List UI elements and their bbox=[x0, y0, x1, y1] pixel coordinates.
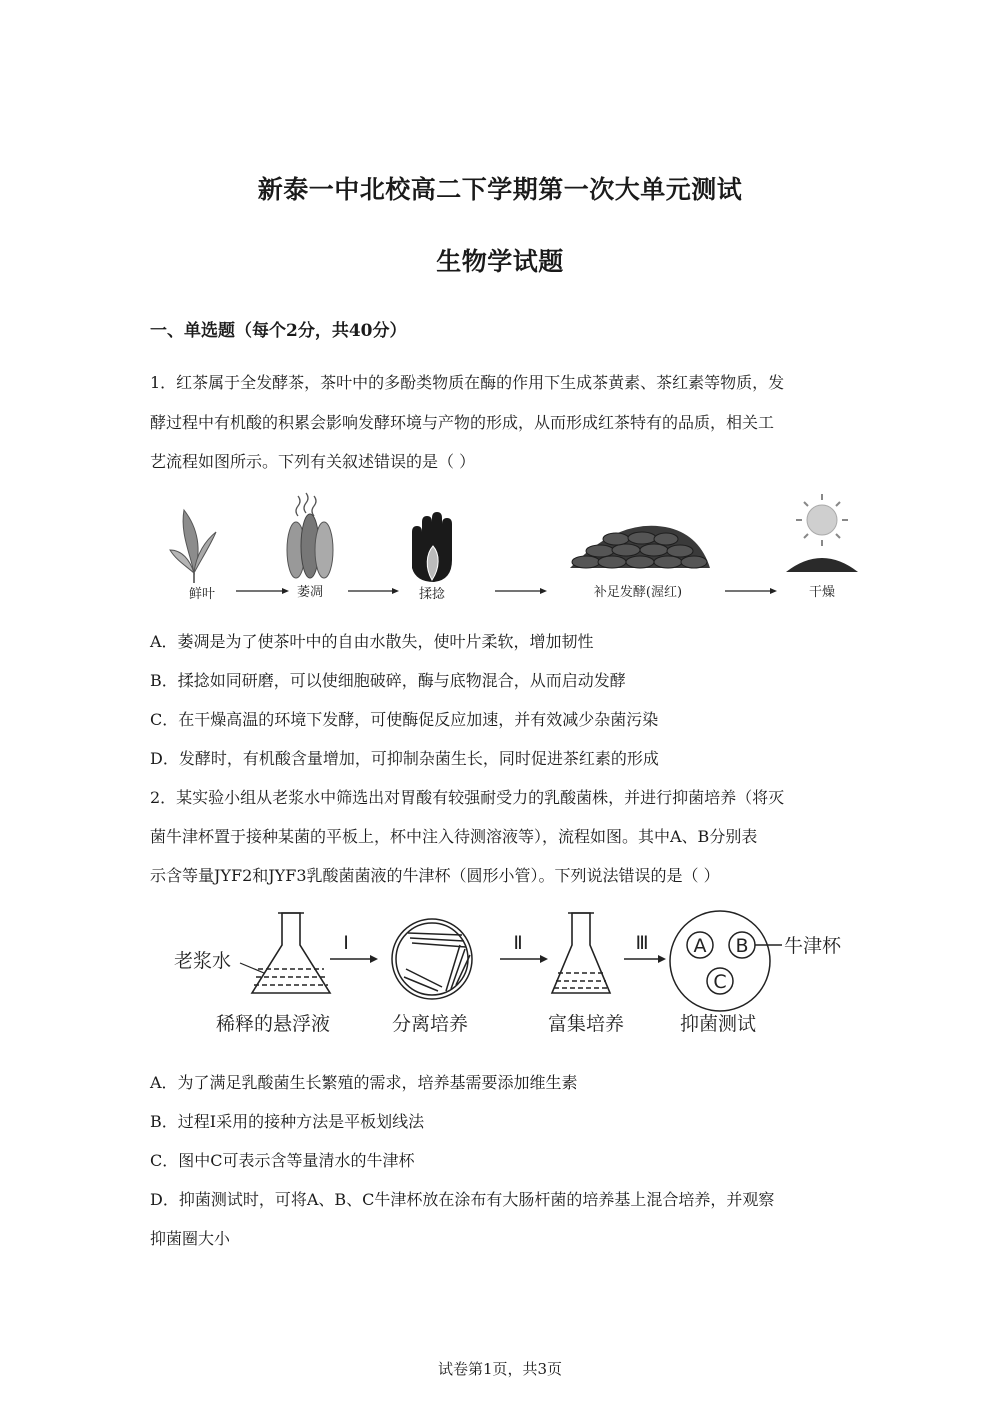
screening-process-figure bbox=[170, 905, 860, 1040]
q2-option-b: B．过程Ⅰ采用的接种方法是平板划线法 bbox=[150, 1112, 425, 1131]
q1-option-c: C．在干燥高温的环境下发酵，可使酶促反应加速，并有效减少杂菌污染 bbox=[150, 710, 659, 729]
exam-subtitle: 生物学试题 bbox=[436, 247, 564, 276]
figure-caption: 抑菌测试 bbox=[680, 1013, 757, 1035]
q2-stem-line: 2．某实验小组从老浆水中筛选出对胃酸有较强耐受力的乳酸菌株，并进行抑菌培养（将灭 bbox=[150, 788, 785, 807]
q1-stem-line: 1．红茶属于全发酵茶，茶叶中的多酚类物质在酶的作用下生成茶黄素、茶红素等物质，发 bbox=[150, 373, 785, 392]
q1-option-b: B．揉捻如同研磨，可以使细胞破碎，酶与底物混合，从而启动发酵 bbox=[150, 671, 626, 690]
step-label: 揉捻 bbox=[418, 587, 446, 602]
rolling-hand-icon bbox=[412, 512, 452, 582]
arrow-label: Ⅱ bbox=[513, 932, 523, 954]
cup-label: A bbox=[693, 935, 707, 957]
withering-leaves-icon bbox=[287, 493, 333, 578]
cup-label: B bbox=[735, 935, 749, 957]
q1-stem-line: 酵过程中有机酸的积累会影响发酵环境与产物的形成，从而形成红茶特有的品质，相关工 bbox=[150, 413, 775, 432]
cup-label: C bbox=[713, 971, 727, 993]
dried-tea-pile-icon bbox=[786, 558, 858, 572]
q2-option-d-continued: 抑菌圈大小 bbox=[150, 1229, 231, 1248]
flask-icon bbox=[252, 913, 330, 993]
q2-option-d: D．抑菌测试时，可将A、B、C牛津杯放在涂布有大肠杆菌的培养基上混合培养，并观察 bbox=[150, 1190, 775, 1209]
inhibition-plate-icon bbox=[670, 911, 782, 1011]
step-label: 萎凋 bbox=[296, 585, 324, 600]
fresh-leaf-icon bbox=[170, 510, 216, 583]
arrow-label: Ⅰ bbox=[343, 932, 349, 954]
q2-option-a: A．为了满足乳酸菌生长繁殖的需求，培养基需要添加维生素 bbox=[150, 1073, 578, 1092]
exam-title: 新泰一中北校高二下学期第一次大单元测试 bbox=[257, 175, 743, 204]
step-label: 补足发酵(渥红) bbox=[593, 585, 683, 600]
q1-option-d: D．发酵时，有机酸含量增加，可抑制杂菌生长，同时促进茶红素的形成 bbox=[150, 749, 659, 768]
fermenting-leaves-pile-icon bbox=[570, 526, 710, 568]
q2-stem-line: 示含等量JYF2和JYF3乳酸菌菌液的牛津杯（圆形小管）。下列说法错误的是（ ） bbox=[150, 866, 720, 885]
figure-caption: 富集培养 bbox=[548, 1013, 625, 1035]
q1-stem-line: 艺流程如图所示。下列有关叙述错误的是（ ） bbox=[150, 452, 476, 471]
section-heading: 一、单选题（每个2分，共40分） bbox=[150, 321, 407, 341]
source-label: 老浆水 bbox=[174, 950, 232, 972]
sun-icon bbox=[796, 494, 848, 546]
figure-caption: 分离培养 bbox=[392, 1013, 469, 1035]
q2-option-c: C．图中C可表示含等量清水的牛津杯 bbox=[150, 1151, 415, 1170]
q2-stem-line: 菌牛津杯置于接种某菌的平板上，杯中注入待测溶液等），流程如图。其中A、B分别表 bbox=[150, 827, 758, 846]
flask-icon bbox=[552, 913, 610, 993]
streak-plate-icon bbox=[392, 919, 472, 999]
figure-caption: 稀释的悬浮液 bbox=[216, 1013, 331, 1035]
step-label: 干燥 bbox=[808, 585, 836, 600]
page-footer: 试卷第1页，共3页 bbox=[437, 1360, 563, 1378]
arrow-label: Ⅲ bbox=[635, 932, 649, 954]
step-label: 鲜叶 bbox=[188, 587, 216, 602]
cup-name-label: 牛津杯 bbox=[784, 935, 842, 957]
tea-process-figure bbox=[150, 488, 870, 608]
q1-option-a: A．萎凋是为了使茶叶中的自由水散失，使叶片柔软，增加韧性 bbox=[150, 632, 594, 651]
